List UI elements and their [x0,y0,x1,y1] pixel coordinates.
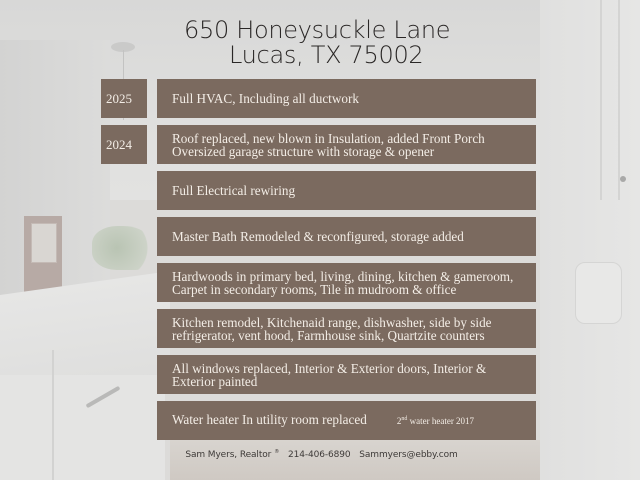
agent-contact [0,449,640,460]
item-text: Water heater In utility room replaced [172,412,367,427]
year-label-2024: 2024 [101,125,147,164]
improvement-item [157,79,536,118]
improvement-item [157,355,536,394]
improvement-item [157,401,536,440]
item-text: Oversized garage structure with storage & opener [172,143,435,159]
item-text: Full Electrical rewiring [172,183,296,198]
item-text: Roof replaced, new blown in Insulation, added Front Porch [172,130,485,146]
address-street: 650 Honeysuckle Lane [184,16,451,44]
item-text: Carpet in secondary rooms, Tile in mudroom & office [172,281,457,297]
right-cabinet-seam [600,0,602,200]
item-text: Full HVAC, Including all ductwork [172,91,359,106]
item-text: refrigerator, vent hood, Farmhouse sink, Quartzite counters [172,327,485,343]
agent-name: Sam Myers, Realtor [185,450,272,460]
note-text: water heater 2017 [407,416,475,426]
note-number: 2 [396,416,402,426]
improvement-item [157,217,536,256]
address-city: Lucas, TX 75002 [229,41,424,69]
stand-mixer [575,262,622,324]
right-cabinets [540,0,640,480]
registered-mark: ® [274,449,280,455]
item-text: Kitchen remodel, Kitchenaid range, dishwasher, side by side [172,314,492,330]
right-cabinet-seam-2 [618,0,620,200]
item-text: Exterior painted [172,373,258,389]
agent-email[interactable]: Sammyers@ebby.com [359,450,458,460]
wood-floor [170,440,540,480]
potted-plant [92,226,154,270]
item-text: Hardwoods in primary bed, living, dining, kitchen & gameroom, [172,268,514,284]
item-text: All windows replaced, Interior & Exterior doors, Interior & [172,360,487,376]
item-row [172,413,536,428]
improvement-item [157,309,536,348]
door-window [31,223,57,263]
cabinet-knob [620,176,626,182]
note-ordinal: nd [401,416,408,422]
year-label-2025: 2025 [101,79,147,118]
lower-cabinets [0,375,165,480]
agent-phone[interactable]: 214-406-6890 [287,450,351,460]
item-text: Master Bath Remodeled & reconfigured, storage added [172,229,464,244]
improvement-item [157,171,536,210]
improvement-item [157,125,536,164]
item-note [397,413,474,428]
cabinet-seam [52,350,54,480]
agent-name-wrap [182,450,279,460]
improvement-item [157,263,536,302]
